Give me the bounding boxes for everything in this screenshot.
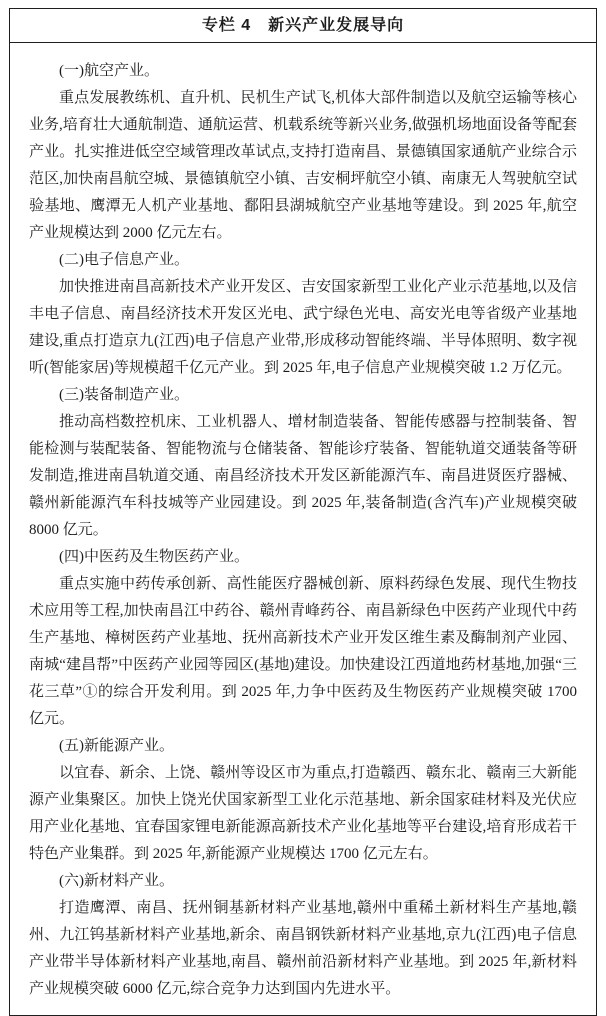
section-paragraph: 重点发展教练机、直升机、民机生产试飞,机体大部件制造以及航空运输等核心业务,培育壮大通航制造、通航运营、机载系统等新兴业务,做强机场地面设备等配套产业。扎实推进低空空域管理改革试点,支持打造南昌、景德镇国家通航产业综合示范区,加快南昌航空城、景德镇航空小镇、吉安桐坪航空小镇、南康无人驾驶航空试验基地、鹰潭无人机产业基地、鄱阳县湖城航空产业基地等建设。到 2025 年,航空产业规模达到 2000 亿元左右。 — [29, 90, 577, 241]
section-heading: (一)航空产业。 — [59, 63, 159, 79]
section-paragraph: 打造鹰潭、南昌、抚州铜基新材料产业基地,赣州中重稀土新材料生产基地,赣州、九江钨基新材料产业基地,新余、南昌钢铁新材料产业基地,京九(江西)电子信息产业带半导体新材料产业基地,南昌、赣州前沿新材料产业基地。到 2025 年,新材料产业规模突破 6000 亿元,综合竞争力达到国内先进水平。 — [29, 900, 577, 997]
column-box — [9, 8, 597, 1016]
industry-section — [29, 58, 577, 247]
section-heading: (四)中医药及生物医药产业。 — [59, 549, 249, 565]
section-paragraph: 以宜春、新余、上饶、赣州等设区市为重点,打造赣西、赣东北、赣南三大新能源产业集聚区。加快上饶光伏国家新型工业化示范基地、新余国家硅材料及光伏应用产业化基地、宜春国家锂电新能源高新技术产业化基地等平台建设,培育形成若干特色产业集群。到 2025 年,新能源产业规模达 1700 亿元左右。 — [29, 765, 577, 862]
section-paragraph: 重点实施中药传承创新、高性能医疗器械创新、原料药绿色发展、现代生物技术应用等工程,加快南昌江中药谷、赣州青峰药谷、南昌新绿色中医药产业现代中药生产基地、樟树医药产业基地、抚州高新技术产业开发区维生素及酶制剂产业园、南城“建昌帮”中医药产业园等园区(基地)建设。加快建设江西道地药材基地,加强“三花三草”①的综合开发利用。到 2025 年,力争中医药及生物医药产业规模突破 1700 亿元。 — [29, 576, 577, 727]
industry-section — [29, 868, 577, 1003]
section-paragraph: 加快推进南昌高新技术产业开发区、吉安国家新型工业化产业示范基地,以及信丰电子信息、南昌经济技术开发区光电、武宁绿色光电、高安光电等省级产业基地建设,重点打造京九(江西)电子信息产业带,形成移动智能终端、半导体照明、数字视听(智能家居)等规模超千亿元产业。到 2025 年,电子信息产业规模突破 1.2 万亿元。 — [29, 279, 577, 376]
section-heading: (六)新材料产业。 — [59, 873, 174, 889]
industry-section — [29, 733, 577, 868]
section-heading: (二)电子信息产业。 — [59, 252, 189, 268]
section-heading: (五)新能源产业。 — [59, 738, 174, 754]
column-title: 专栏 4 新兴产业发展导向 — [10, 9, 596, 43]
industry-section — [29, 247, 577, 382]
column-body — [10, 43, 596, 1015]
industry-section — [29, 382, 577, 544]
section-heading: (三)装备制造产业。 — [59, 387, 189, 403]
industry-section — [29, 544, 577, 733]
section-paragraph: 推动高档数控机床、工业机器人、增材制造装备、智能传感器与控制装备、智能检测与装配装备、智能物流与仓储装备、智能诊疗装备、智能轨道交通装备等研发制造,推进南昌轨道交通、南昌经济技术开发区新能源汽车、南昌进贤医疗器械、赣州新能源汽车科技城等产业园建设。到 2025 年,装备制造(含汽车)产业规模突破 8000 亿元。 — [29, 414, 577, 538]
